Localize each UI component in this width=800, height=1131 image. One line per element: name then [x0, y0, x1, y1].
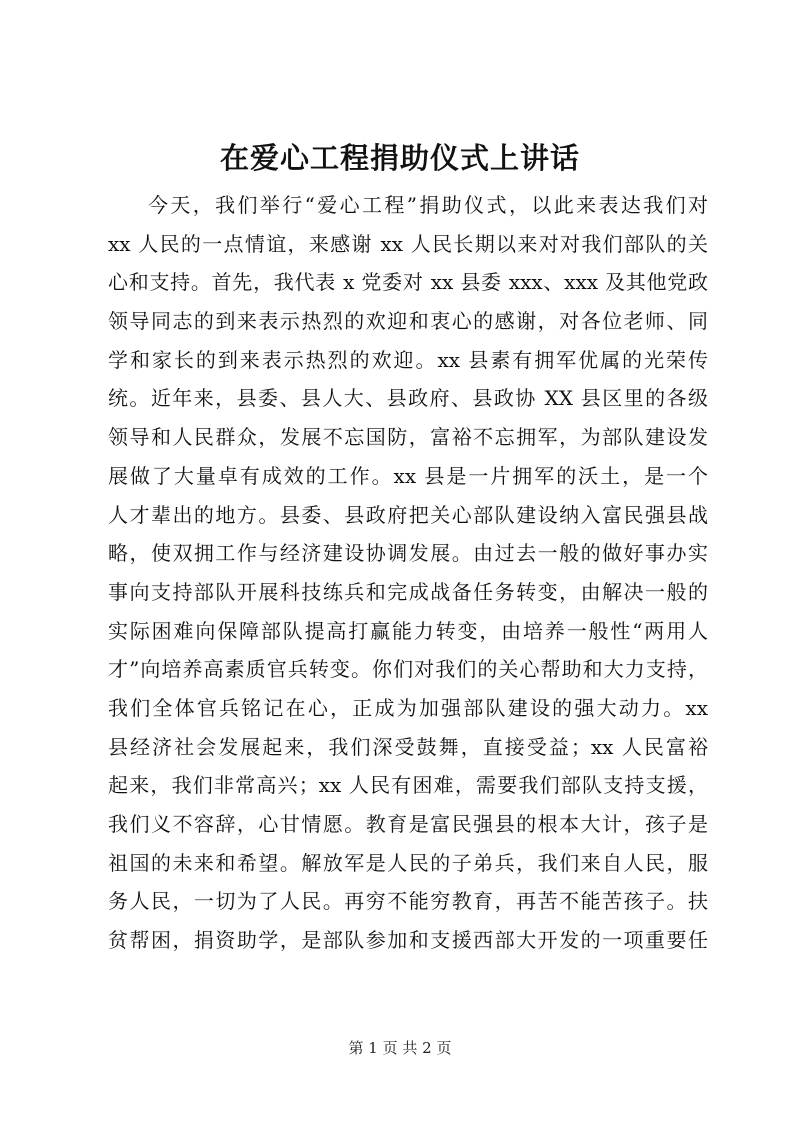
body-line: 领导同志的到来表示热烈的欢迎和衷心的感谢，对各位老师、同	[108, 309, 708, 334]
body-line: 祖国的未来和希望。解放军是人民的子弟兵，我们来自人民，服	[108, 850, 708, 875]
document-title: 在爱心工程捐助仪式上讲话	[219, 141, 580, 175]
body-line: 今天，我们举行“爱心工程”捐助仪式，以此来表达我们对	[148, 193, 708, 217]
body-line: xx 人民的一点情谊，来感谢 xx 人民长期以来对对我们部队的关	[108, 231, 708, 256]
document-body	[108, 186, 708, 960]
page-footer: 第 1 页 共 2 页	[348, 1039, 452, 1057]
body-line: 起来，我们非常高兴；xx 人民有困难，需要我们部队支持支援，	[108, 773, 708, 798]
body-line: 我们义不容辞，心甘情愿。教育是富民强县的根本大计，孩子是	[108, 812, 708, 836]
body-line: 展做了大量卓有成效的工作。xx 县是一片拥军的沃土，是一个	[108, 463, 708, 488]
body-line: 领导和人民群众，发展不忘国防，富裕不忘拥军，为部队建设发	[108, 425, 708, 450]
body-line: 我们全体官兵铭记在心，正成为加强部队建设的强大动力。xx	[108, 695, 708, 720]
body-line: 实际困难向保障部队提高打赢能力转变，由培养一般性“两用人	[108, 618, 708, 643]
body-line: 略，使双拥工作与经济建设协调发展。由过去一般的做好事办实	[108, 541, 708, 566]
body-line: 事向支持部队开展科技练兵和完成战备任务转变，由解决一般的	[108, 579, 708, 604]
body-line: 心和支持。首先，我代表 x 党委对 xx 县委 xxx、xxx 及其他党政	[108, 270, 708, 295]
body-line: 务人民，一切为了人民。再穷不能穷教育，再苦不能苦孩子。扶	[108, 889, 708, 914]
body-line: 县经济社会发展起来，我们深受鼓舞，直接受益；xx 人民富裕	[108, 734, 708, 759]
body-line: 贫帮困，捐资助学，是部队参加和支援西部大开发的一项重要任	[108, 928, 708, 953]
body-line: 学和家长的到来表示热烈的欢迎。xx 县素有拥军优属的光荣传	[108, 347, 708, 372]
body-line: 统。近年来，县委、县人大、县政府、县政协 XX 县区里的各级	[108, 386, 708, 411]
body-line: 才”向培养高素质官兵转变。你们对我们的关心帮助和大力支持，	[108, 657, 708, 682]
body-line: 人才辈出的地方。县委、县政府把关心部队建设纳入富民强县战	[108, 502, 708, 527]
